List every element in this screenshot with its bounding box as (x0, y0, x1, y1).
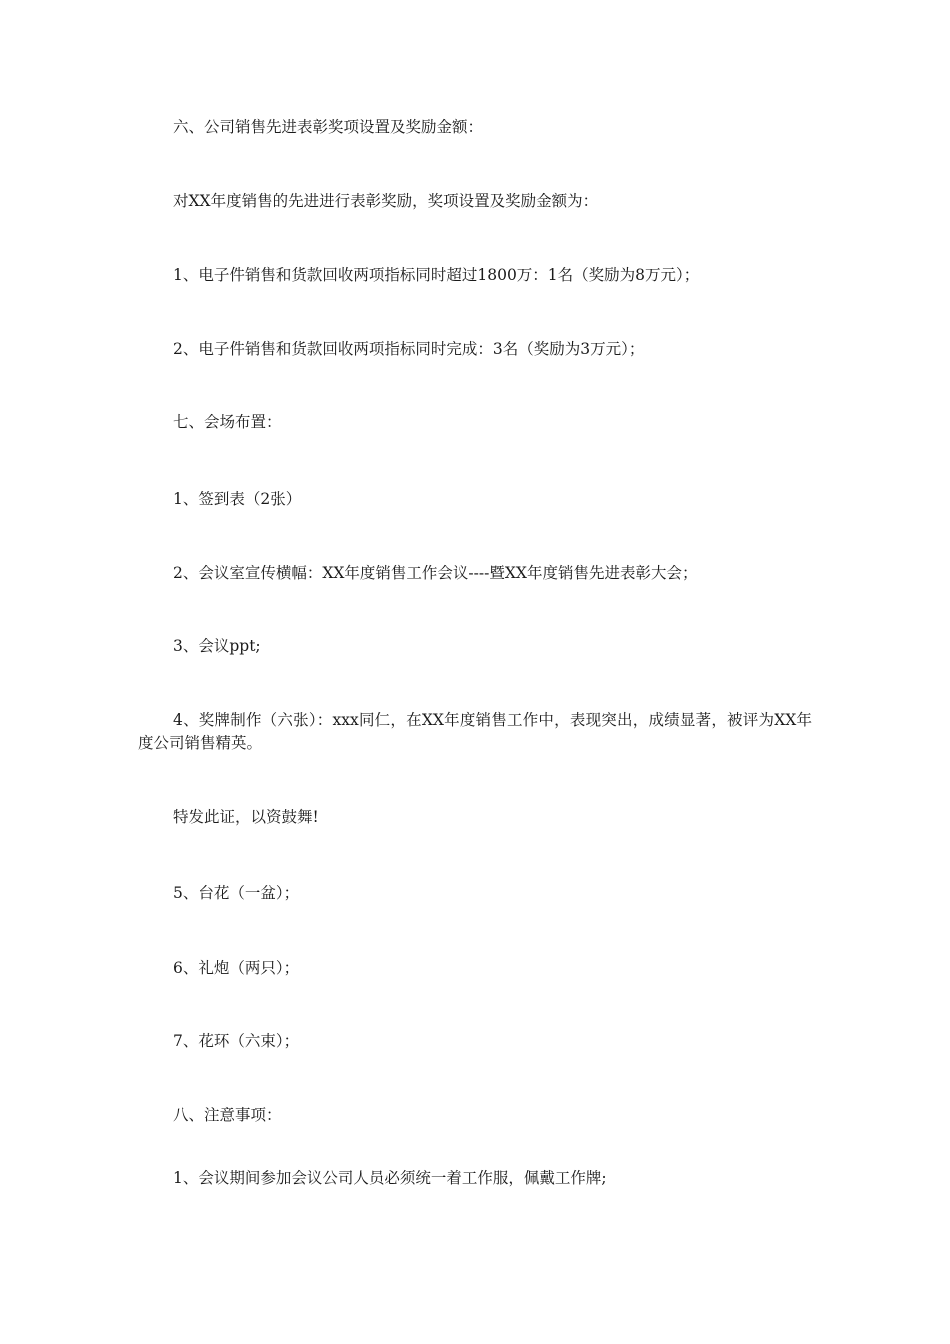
list-item-venue-4: 4、奖牌制作（六张）：xxx同仁，在XX年度销售工作中，表现突出，成绩显著，被评为XX年度公司销售精英。 (138, 711, 812, 752)
section-heading-venue: 七、会场布置： (173, 413, 282, 431)
list-item-venue-2: 2、会议室宣传横幅：XX年度销售工作会议----暨XX年度销售先进表彰大会； (173, 564, 698, 582)
section-heading-notes: 八、注意事项： (173, 1106, 282, 1124)
paragraph-awards-intro: 对XX年度销售的先进进行表彰奖励，奖项设置及奖励金额为： (173, 192, 599, 210)
list-item-award-1: 1、电子件销售和货款回收两项指标同时超过1800万：1名（奖励为8万元）； (173, 266, 700, 284)
list-item-venue-1: 1、签到表（2张） (173, 490, 302, 508)
list-item-venue-7: 7、花环（六束）； (173, 1032, 300, 1050)
list-item-notes-1: 1、会议期间参加会议公司人员必须统一着工作服，佩戴工作牌; (173, 1169, 607, 1187)
list-item-venue-3: 3、会议ppt; (173, 637, 261, 655)
paragraph-certificate-closing: 特发此证，以资鼓舞! (173, 808, 319, 826)
list-item-venue-5: 5、台花（一盆）； (173, 884, 300, 902)
list-item-award-2: 2、电子件销售和货款回收两项指标同时完成：3名（奖励为3万元）； (173, 340, 645, 358)
list-item-venue-6: 6、礼炮（两只）； (173, 959, 300, 977)
section-heading-awards: 六、公司销售先进表彰奖项设置及奖励金额： (173, 118, 484, 136)
